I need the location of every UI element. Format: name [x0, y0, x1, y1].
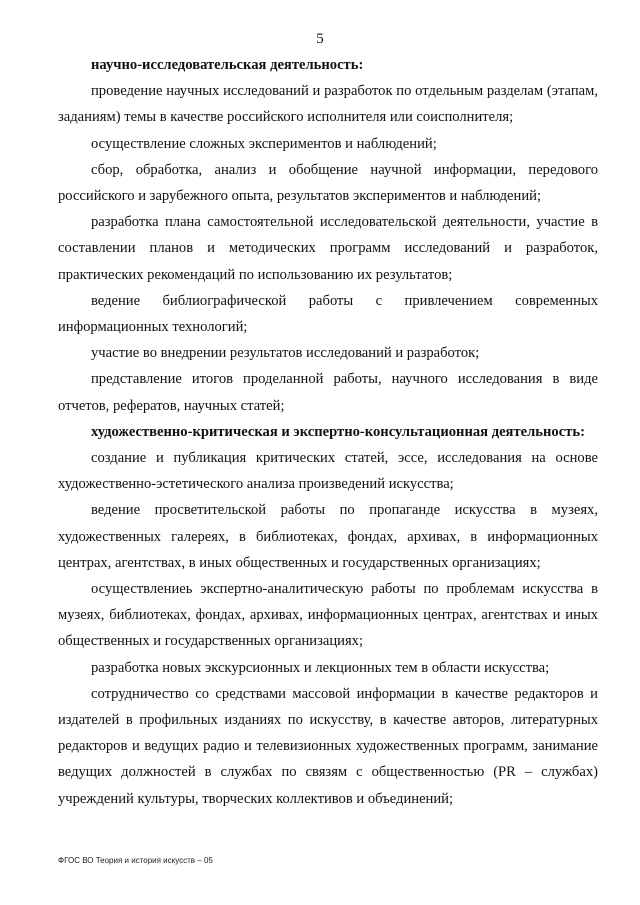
- section-heading-critical-expert: художественно-критическая и экспертно-консультационная деятельность:: [91, 423, 585, 440]
- list-item: сбор, обработка, анализ и обобщение научной информации, передового российского и зарубежного опыта, результатов экспериментов и наблюдений;: [58, 161, 598, 205]
- list-item: создание и публикация критических статей, эссе, исследования на основе художественно-эстетического анализа произведений искусства;: [58, 450, 598, 493]
- list-item: сотрудничество со средствами массовой информации в качестве редакторов и издателей в профильных изданиях по искусству, в качестве авторов, литературных редакторов и ведущих радио и телевизионных художественных программ, занимание ведущих должностей в службах по связям с общественностью (PR – службах) учреждений культуры, творческих коллективов и объединений;: [58, 685, 598, 807]
- page-number: 5: [316, 31, 324, 47]
- list-item: участие во внедрении результатов исследований и разработок;: [91, 345, 480, 362]
- list-item: разработка плана самостоятельной исследовательской деятельности, участие в составлении планов и методических программ исследований и разработок, практических рекомендаций по использованию их результатов;: [58, 214, 598, 283]
- list-item: проведение научных исследований и разработок по отдельным разделам (этапам, заданиям) темы в качестве российского исполнителя или соисполнителя;: [58, 83, 598, 126]
- document-body: [58, 52, 598, 812]
- list-item: ведение библиографической работы с привлечением современных информационных технологий;: [58, 292, 598, 336]
- list-item: осуществление сложных экспериментов и наблюдений;: [91, 135, 437, 152]
- list-item: ведение просветительской работы по пропаганде искусства в музеях, художественных галереях, в библиотеках, фондах, архивах, в информационных центрах, агентствах, в иных общественных и государственных организациях;: [58, 502, 598, 571]
- page-footer: ФГОС ВО Теория и история искусств – 05: [58, 856, 213, 865]
- list-item: разработка новых экскурсионных и лекционных тем в области искусства;: [91, 659, 550, 676]
- list-item: осуществлениеь экспертно-аналитическую работы по проблемам искусства в музеях, библиотеках, фондах, архивах, информационных центрах, агентствах и иных общественных и государственных организациях;: [58, 581, 598, 650]
- section-heading-research: научно-исследовательская деятельность:: [91, 57, 364, 73]
- list-item: представление итогов проделанной работы, научного исследования в виде отчетов, рефератов, научных статей;: [58, 371, 598, 414]
